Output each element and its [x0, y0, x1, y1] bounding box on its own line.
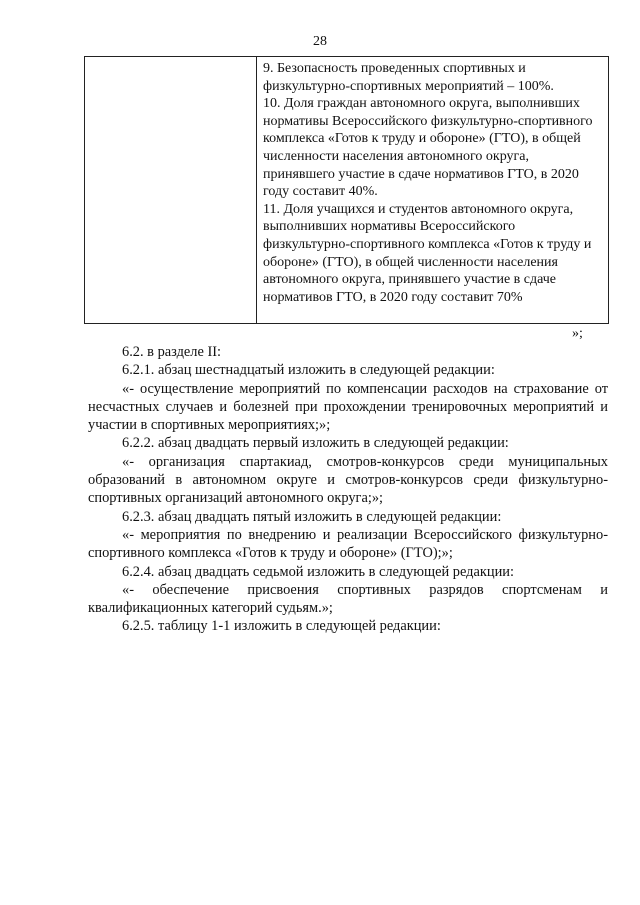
- indicator-item-9: 9. Безопасность проведенных спортивных и физкультурно-спортивных мероприятий – 100%.: [263, 61, 554, 94]
- paragraph-6-2-5: 6.2.5. таблицу 1-1 изложить в следующей редакции:: [122, 618, 441, 635]
- paragraph-6-2-2: 6.2.2. абзац двадцать первый изложить в следующей редакции:: [122, 435, 509, 452]
- body-text: [88, 343, 608, 636]
- table-closing-quote: »;: [572, 326, 583, 341]
- paragraph-6-2: 6.2. в разделе II:: [122, 344, 222, 360]
- indicators-table: [84, 56, 609, 324]
- paragraph-6-2-3: 6.2.3. абзац двадцать пятый изложить в следующей редакции:: [122, 508, 502, 525]
- indicator-item-11: 11. Доля учащихся и студентов автономного округа, выполнивших нормативы Всероссийского физкультурно-спортивного комплекса «Готов к труду и обороне» (ГТО), в общей численности населения автономного округа, принявшего участие в сдаче нормативов ГТО, в 2020 году составит 70%: [263, 201, 592, 305]
- table-right-cell: [257, 57, 608, 323]
- paragraph-6-2-1-text: «- осуществление мероприятий по компенсации расходов на страхование от несчастных случаев и болезней при прохождении тренировочных мероприятий и участии в спортивных мероприятиях;»;: [88, 380, 608, 434]
- table-left-cell: [85, 57, 257, 323]
- paragraph-6-2-4-text: «- обеспечение присвоения спортивных разрядов спортсменам и квалификационных категорий судьям.»;: [88, 581, 608, 617]
- paragraph-6-2-4: 6.2.4. абзац двадцать седьмой изложить в следующей редакции:: [122, 563, 514, 580]
- page-number: 28: [313, 34, 327, 49]
- paragraph-6-2-2-text: «- организация спартакиад, смотров-конкурсов среди муниципальных образований в автономном округе и смотров-конкурсов среди физкультурно-спортивных организаций автономного округа;»;: [88, 453, 608, 507]
- paragraph-6-2-3-text: «- мероприятия по внедрению и реализации Всероссийского физкультурно-спортивного комплекса «Готов к труду и обороне» (ГТО);»;: [88, 526, 608, 562]
- indicator-item-10: 10. Доля граждан автономного округа, выполнивших нормативы Всероссийского физкультурно-спортивного комплекса «Готов к труду и обороне» (ГТО), в общей численности населения автономного округа, принявшего участие в сдаче нормативов ГТО, в 2020 году составит 40%.: [263, 96, 593, 200]
- paragraph-6-2-1: 6.2.1. абзац шестнадцатый изложить в следующей редакции:: [122, 362, 495, 379]
